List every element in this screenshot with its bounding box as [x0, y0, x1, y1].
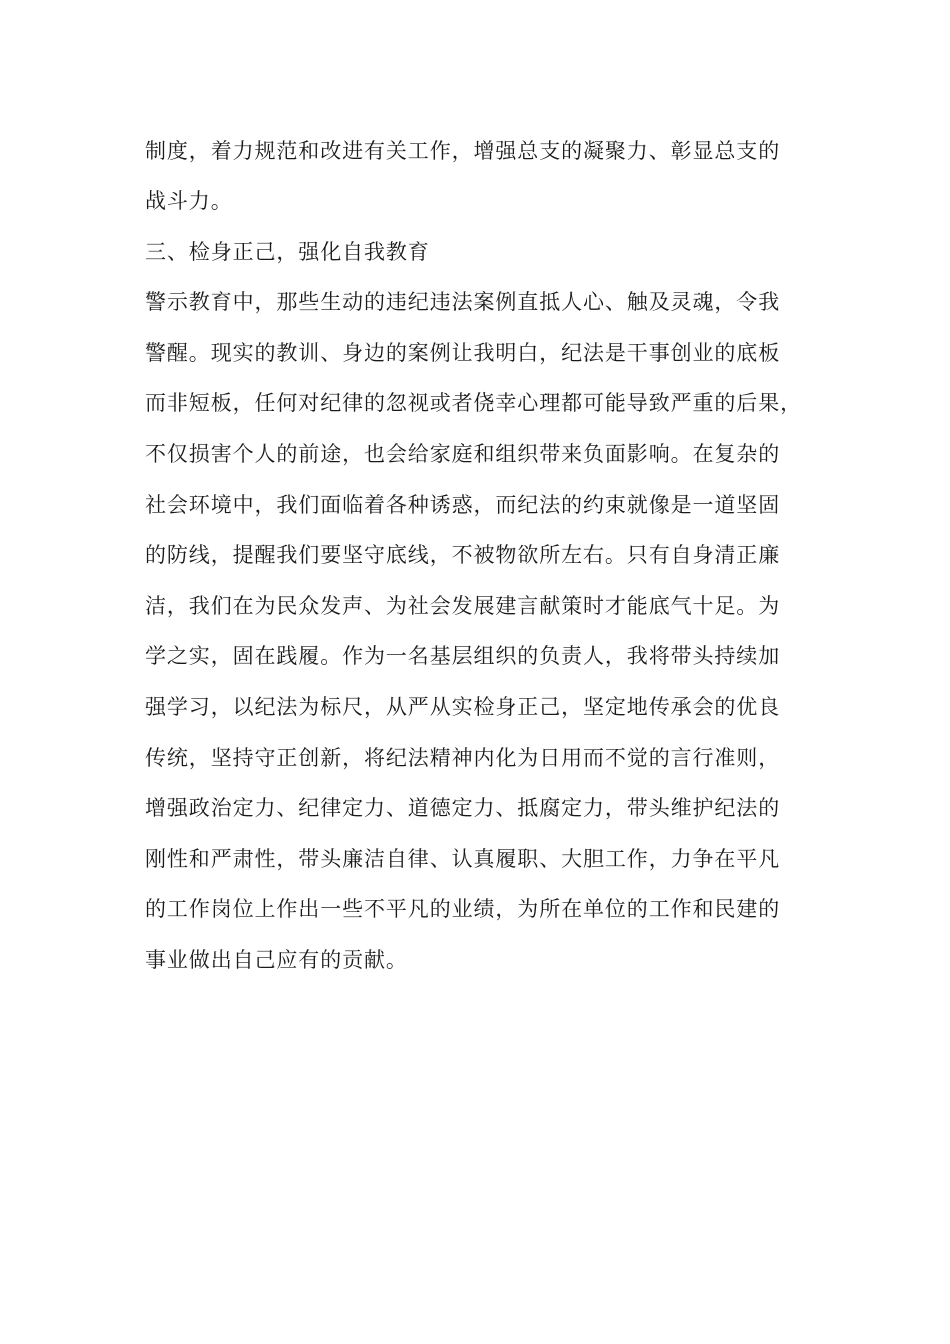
section-heading: 三、检身正己，强化自我教育	[145, 239, 430, 264]
text-line: 学之实，固在践履。作为一名基层组织的负责人，我将带头持续加	[145, 644, 781, 669]
text-line: 事业做出自己应有的贡献。	[145, 947, 408, 972]
text-line: 战斗力。	[145, 189, 233, 213]
text-line: 不仅损害个人的前途，也会给家庭和组织带来负面影响。在复杂的	[145, 441, 781, 466]
text-line: 的工作岗位上作出一些不平凡的业绩，为所在单位的工作和民建的	[145, 897, 781, 922]
document-body	[145, 126, 815, 986]
text-line: 传统，坚持守正创新，将纪法精神内化为日用而不觉的言行准则，	[145, 745, 781, 770]
text-line: 制度，着力规范和改进有关工作，增强总支的凝聚力、彰显总支的	[145, 139, 781, 163]
text-line: 洁，我们在为民众发声、为社会发展建言献策时才能底气十足。为	[145, 593, 781, 618]
text-line: 警醒。现实的教训、身边的案例让我明白，纪法是干事创业的底板	[145, 340, 781, 365]
text-line: 增强政治定力、纪律定力、道德定力、抵腐定力，带头维护纪法的	[145, 796, 781, 821]
text-line: 而非短板，任何对纪律的忽视或者侥幸心理都可能导致严重的后果，	[145, 391, 802, 416]
text-line: 警示教育中，那些生动的违纪违法案例直抵人心、触及灵魂，令我	[145, 290, 781, 315]
text-line: 的防线，提醒我们要坚守底线，不被物欲所左右。只有自身清正廉	[145, 543, 781, 568]
text-line: 强学习，以纪法为标尺，从严从实检身正己，坚定地传承会的优良	[145, 694, 781, 719]
text-line: 刚性和严肃性，带头廉洁自律、认真履职、大胆工作，力争在平凡	[145, 846, 781, 871]
text-line: 社会环境中，我们面临着各种诱惑，而纪法的约束就像是一道坚固	[145, 492, 781, 517]
